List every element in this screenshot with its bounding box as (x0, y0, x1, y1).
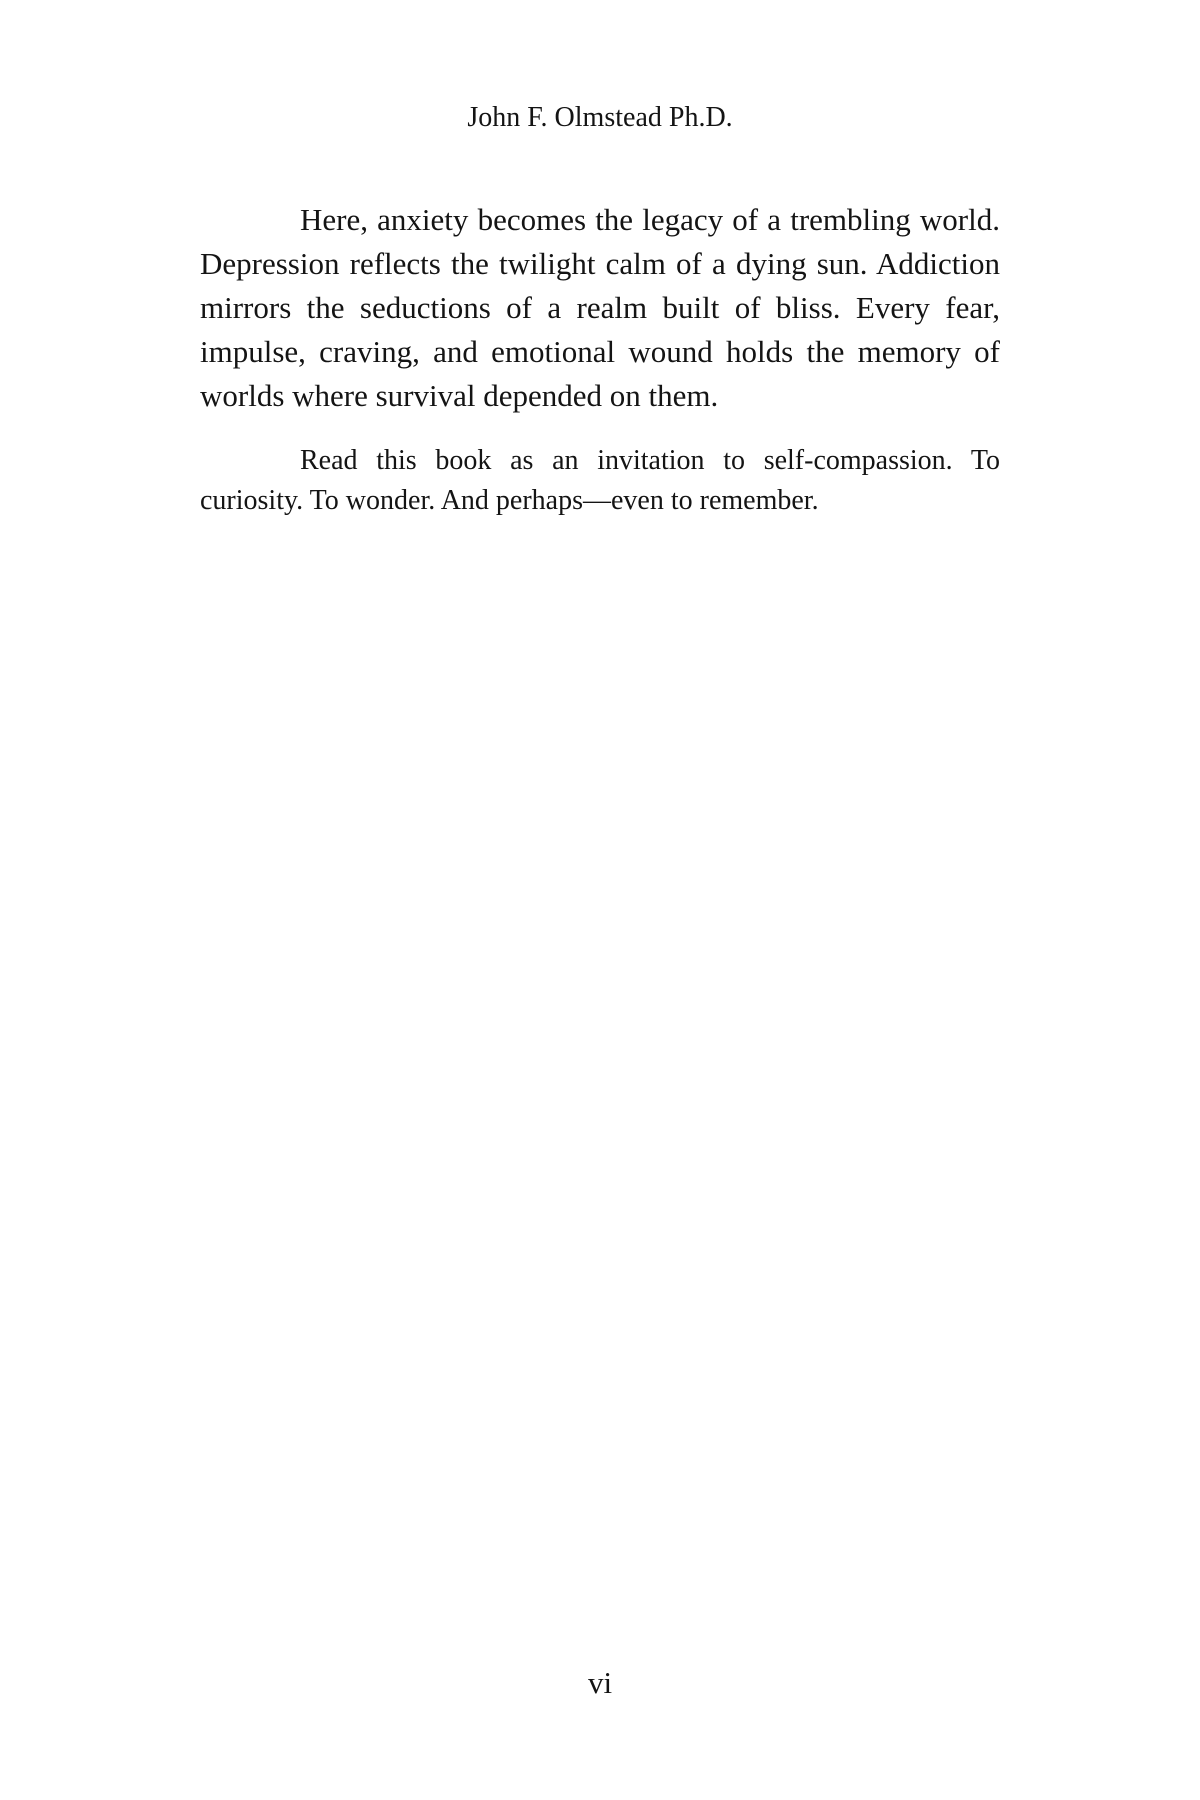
page-number: vi (587, 1665, 613, 1700)
body-paragraph-1: Here, anxiety becomes the legacy of a trembling world. Depression reflects the twilight calm of a dying sun. Addiction mirrors the seductions of a realm built of bliss. Every fear, impulse, craving, and emotional wound holds the memory of worlds where survival depended on them. (200, 202, 1000, 413)
body-paragraph-2: Read this book as an invitation to self-compassion. To curiosity. To wonder. And perhaps—even to remember. (200, 445, 1000, 516)
running-header: John F. Olmstead Ph.D. (467, 102, 733, 133)
